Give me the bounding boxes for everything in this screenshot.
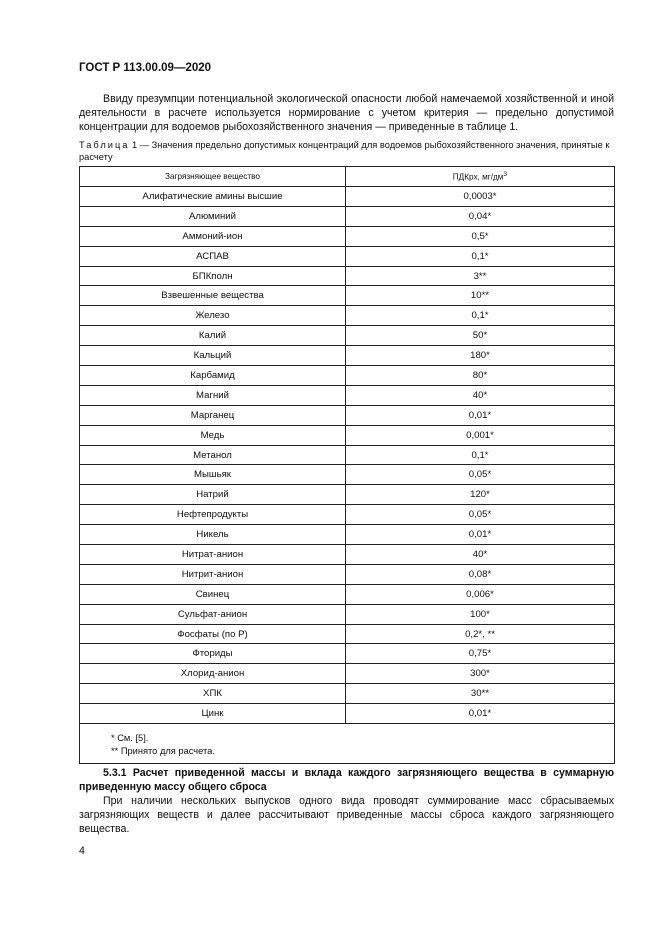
table-row — [80, 306, 615, 326]
table-row — [80, 505, 615, 525]
section-paragraph: При наличии нескольких выпусков одного вида проводят суммирование масс сбрасываемых загрязняющих веществ и далее рассчитывают приведенные массы сброса каждого загрязняющего вещества. — [79, 795, 614, 835]
concentration-cell: 300* — [346, 664, 615, 684]
concentration-cell: 0,05* — [346, 505, 615, 525]
concentration-cell: 50* — [346, 326, 615, 346]
column-header-substance: Загрязняющее вещество — [80, 167, 346, 187]
table-row — [80, 425, 615, 445]
substance-cell: Фосфаты (по Р) — [80, 624, 346, 644]
substance-cell: Метанол — [80, 445, 346, 465]
concentration-cell: 0,1* — [346, 306, 615, 326]
table-body — [80, 187, 615, 724]
table-row — [80, 644, 615, 664]
table-row — [80, 405, 615, 425]
concentration-cell: 0,01* — [346, 525, 615, 545]
concentration-cell: 80* — [346, 366, 615, 386]
substance-cell: Железо — [80, 306, 346, 326]
table-row — [80, 664, 615, 684]
table-notes-row — [80, 724, 615, 764]
substance-cell: Марганец — [80, 405, 346, 425]
concentration-cell: 120* — [346, 485, 615, 505]
unit-superscript: 3 — [503, 171, 508, 179]
table-header-row — [80, 167, 615, 187]
table-caption-label: Таблица — [79, 140, 130, 150]
substance-cell: Натрий — [80, 485, 346, 505]
substance-cell: Кальций — [80, 346, 346, 366]
concentration-cell: 40* — [346, 385, 615, 405]
table-row — [80, 684, 615, 704]
table-row — [80, 445, 615, 465]
substance-cell: ХПК — [80, 684, 346, 704]
table-row — [80, 525, 615, 545]
substance-cell: Цинк — [80, 704, 346, 724]
substance-cell: Магний — [80, 385, 346, 405]
table-row — [80, 206, 615, 226]
concentration-cell: 0,006* — [346, 584, 615, 604]
table-row — [80, 385, 615, 405]
table-row — [80, 326, 615, 346]
concentration-cell: 0,05* — [346, 465, 615, 485]
substance-cell: Медь — [80, 425, 346, 445]
substance-cell: Сульфат-анион — [80, 604, 346, 624]
substance-cell: Карбамид — [80, 366, 346, 386]
table-row — [80, 366, 615, 386]
table-caption-text: 1 — Значения предельно допустимых концентраций для водоемов рыбохозяйственного значения, принятые к расчету — [79, 140, 610, 162]
table-row — [80, 187, 615, 207]
table-row — [80, 545, 615, 565]
substance-cell: Мышьяк — [80, 465, 346, 485]
table-row — [80, 485, 615, 505]
table-row — [80, 346, 615, 366]
column-header-unit: ПДКрх, мг/дм — [452, 172, 504, 182]
concentration-cell: 180* — [346, 346, 615, 366]
concentration-cell: 10** — [346, 286, 615, 306]
substance-cell: Никель — [80, 525, 346, 545]
concentration-cell: 3** — [346, 266, 615, 286]
table-row — [80, 624, 615, 644]
table-row — [80, 226, 615, 246]
substance-cell: Алифатические амины высшие — [80, 187, 346, 207]
table-row — [80, 704, 615, 724]
intro-paragraph: Ввиду презумпции потенциальной экологической опасности любой намечаемой хозяйственной и иной деятельности в расчете используется нормирование с учетом критерия — предельно допустимой концентрации для водоемов рыбохозяйственного значения — приведенные в таблице 1. — [79, 93, 614, 133]
column-header-concentration — [346, 167, 615, 187]
substance-cell: Свинец — [80, 584, 346, 604]
substance-cell: АСПАВ — [80, 246, 346, 266]
substance-cell: Аммоний-ион — [80, 226, 346, 246]
concentration-table — [79, 166, 615, 764]
table-notes — [80, 724, 615, 764]
concentration-cell: 0,001* — [346, 425, 615, 445]
table-note: ** Принято для расчета. — [111, 745, 215, 756]
table-row — [80, 465, 615, 485]
concentration-cell: 0,2*, ** — [346, 624, 615, 644]
substance-cell: Нитрат-анион — [80, 545, 346, 565]
substance-cell: Хлорид-анион — [80, 664, 346, 684]
substance-cell: БПКполн — [80, 266, 346, 286]
substance-cell: Нитрит-анион — [80, 564, 346, 584]
table-row — [80, 584, 615, 604]
concentration-cell: 0,04* — [346, 206, 615, 226]
concentration-cell: 0,0003* — [346, 187, 615, 207]
substance-cell: Нефтепродукты — [80, 505, 346, 525]
table-row — [80, 604, 615, 624]
table-row — [80, 286, 615, 306]
table-row — [80, 266, 615, 286]
concentration-cell: 100* — [346, 604, 615, 624]
concentration-cell: 0,75* — [346, 644, 615, 664]
substance-cell: Взвешенные вещества — [80, 286, 346, 306]
table-note: * См. [5]. — [111, 733, 149, 744]
section-heading: 5.3.1 Расчет приведенной массы и вклада каждого загрязняющего вещества в суммарную приведенную массу общего сброса — [79, 767, 614, 793]
concentration-cell: 0,08* — [346, 564, 615, 584]
table-row — [80, 246, 615, 266]
concentration-cell: 0,01* — [346, 405, 615, 425]
concentration-cell: 0,5* — [346, 226, 615, 246]
document-header: ГОСТ Р 113.00.09—2020 — [79, 62, 212, 74]
substance-cell: Фториды — [80, 644, 346, 664]
concentration-cell: 30** — [346, 684, 615, 704]
table-caption — [79, 139, 614, 163]
page-number: 4 — [79, 845, 85, 857]
concentration-cell: 0,01* — [346, 704, 615, 724]
concentration-cell: 40* — [346, 545, 615, 565]
concentration-cell: 0,1* — [346, 246, 615, 266]
substance-cell: Алюминий — [80, 206, 346, 226]
table-row — [80, 564, 615, 584]
concentration-cell: 0,1* — [346, 445, 615, 465]
substance-cell: Калий — [80, 326, 346, 346]
